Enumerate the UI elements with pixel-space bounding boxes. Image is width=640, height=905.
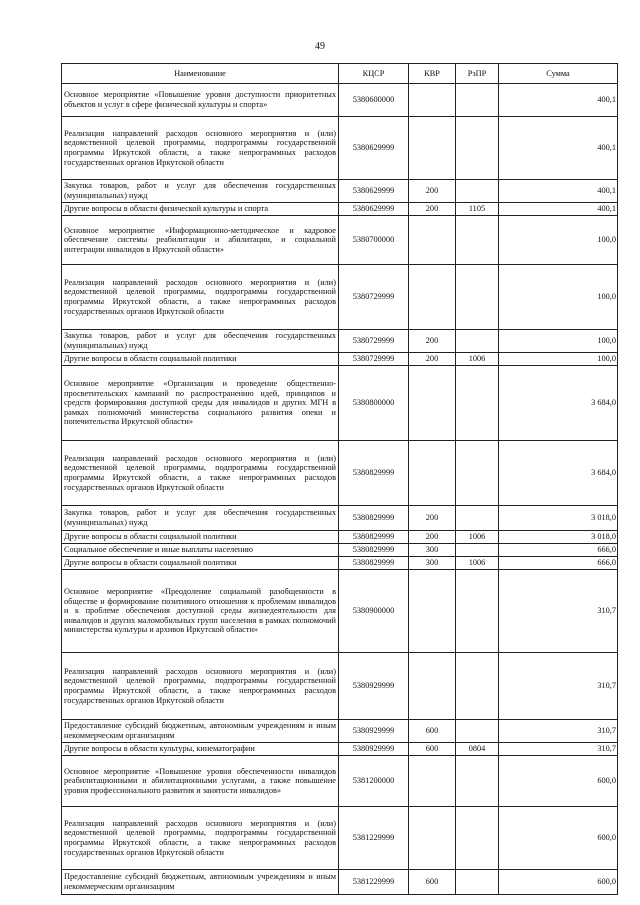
table-row — [62, 756, 618, 807]
cell-kvr: 200 — [409, 203, 456, 216]
cell-name: Другие вопросы в области социальной политики — [62, 531, 339, 544]
table-row — [62, 570, 618, 653]
cell-rzpr: 1105 — [456, 203, 499, 216]
table-row — [62, 743, 618, 756]
table-row — [62, 807, 618, 870]
cell-kcsr: 5381229999 — [339, 807, 409, 870]
cell-kcsr: 5380929999 — [339, 653, 409, 720]
cell-rzpr — [456, 870, 499, 895]
cell-kvr: 200 — [409, 531, 456, 544]
cell-rzpr — [456, 544, 499, 557]
cell-sum: 310,7 — [499, 653, 618, 720]
cell-rzpr — [456, 807, 499, 870]
cell-rzpr: 1006 — [456, 353, 499, 366]
cell-rzpr — [456, 216, 499, 265]
table-row — [62, 203, 618, 216]
table-row — [62, 557, 618, 570]
cell-kcsr: 5380929999 — [339, 743, 409, 756]
cell-kcsr: 5380800000 — [339, 366, 409, 441]
table-row — [62, 117, 618, 180]
cell-kcsr: 5380700000 — [339, 216, 409, 265]
cell-kvr: 200 — [409, 330, 456, 353]
cell-name: Реализация направлений расходов основного мероприятия и (или) ведомственной целевой программы, подпрограммы государственной программы Иркутской области, а также непрограммных расходов государственных органов Иркутской области — [62, 653, 339, 720]
cell-rzpr: 1006 — [456, 557, 499, 570]
cell-name: Социальное обеспечение и иные выплаты населению — [62, 544, 339, 557]
table-row — [62, 544, 618, 557]
cell-name: Реализация направлений расходов основного мероприятия и (или) ведомственной целевой программы, подпрограммы государственной программы Иркутской области, а также непрограммных расходов государственных органов Иркутской области — [62, 807, 339, 870]
budget-table — [61, 63, 618, 895]
page-number: 49 — [315, 41, 325, 52]
cell-name: Закупка товаров, работ и услуг для обеспечения государственных (муниципальных) нужд — [62, 180, 339, 203]
table-row — [62, 366, 618, 441]
cell-kvr: 600 — [409, 870, 456, 895]
cell-rzpr: 1006 — [456, 531, 499, 544]
table-row — [62, 216, 618, 265]
table-row — [62, 330, 618, 353]
cell-rzpr — [456, 756, 499, 807]
cell-name: Другие вопросы в области культуры, кинематографии — [62, 743, 339, 756]
cell-sum: 666,0 — [499, 544, 618, 557]
cell-rzpr: 0804 — [456, 743, 499, 756]
cell-sum: 666,0 — [499, 557, 618, 570]
cell-name: Основное мероприятие «Организация и проведение общественно-просветительских кампаний по распространению идей, принципов и средств формирования доступной среды для инвалидов и других МГН в рамках полномочий министерства социального развития опеки и попечительства Иркутской области» — [62, 366, 339, 441]
table-row — [62, 84, 618, 117]
table-row — [62, 180, 618, 203]
cell-kvr — [409, 84, 456, 117]
header-sum: Сумма — [499, 64, 618, 84]
header-kcsr: КЦСР — [339, 64, 409, 84]
cell-kcsr: 5381229999 — [339, 870, 409, 895]
cell-kvr: 300 — [409, 544, 456, 557]
cell-name: Реализация направлений расходов основного мероприятия и (или) ведомственной целевой программы, подпрограммы государственной программы Иркутской области, а также непрограммных расходов государственных органов Иркутской области — [62, 441, 339, 506]
cell-name: Закупка товаров, работ и услуг для обеспечения государственных (муниципальных) нужд — [62, 506, 339, 531]
cell-name: Реализация направлений расходов основного мероприятия и (или) ведомственной целевой программы, подпрограммы государственной программы Иркутской области, а также непрограммных расходов государственных органов Иркутской области — [62, 265, 339, 330]
cell-kcsr: 5380629999 — [339, 203, 409, 216]
cell-kvr: 200 — [409, 353, 456, 366]
header-kvr: КВР — [409, 64, 456, 84]
cell-kcsr: 5380829999 — [339, 557, 409, 570]
cell-name: Другие вопросы в области социальной политики — [62, 557, 339, 570]
cell-name: Основное мероприятие «Повышение уровня обеспеченности инвалидов реабилитационными и абилитационными услугами, а также повышение уровня профессионального развития и занятости инвалидов» — [62, 756, 339, 807]
cell-kvr: 200 — [409, 180, 456, 203]
cell-name: Основное мероприятие «Информационно-методическое и кадровое обеспечение системы реабилитации и абилитации, и социальной интеграции инвалидов в Иркутской области» — [62, 216, 339, 265]
cell-sum: 3 018,0 — [499, 506, 618, 531]
cell-sum: 310,7 — [499, 720, 618, 743]
cell-kcsr: 5380900000 — [339, 570, 409, 653]
header-rzpr: РзПР — [456, 64, 499, 84]
table-row — [62, 353, 618, 366]
cell-kvr — [409, 366, 456, 441]
cell-name: Другие вопросы в области социальной политики — [62, 353, 339, 366]
cell-kvr — [409, 570, 456, 653]
cell-name: Закупка товаров, работ и услуг для обеспечения государственных (муниципальных) нужд — [62, 330, 339, 353]
cell-kcsr: 5380829999 — [339, 544, 409, 557]
table-header-row — [62, 64, 618, 84]
cell-kvr: 600 — [409, 720, 456, 743]
cell-rzpr — [456, 441, 499, 506]
cell-sum: 600,0 — [499, 870, 618, 895]
cell-sum: 310,7 — [499, 570, 618, 653]
cell-sum: 400,1 — [499, 117, 618, 180]
cell-kcsr: 5381200000 — [339, 756, 409, 807]
table-row — [62, 506, 618, 531]
cell-sum: 310,7 — [499, 743, 618, 756]
cell-sum: 600,0 — [499, 756, 618, 807]
cell-rzpr — [456, 653, 499, 720]
table-row — [62, 870, 618, 895]
cell-kvr — [409, 807, 456, 870]
cell-sum: 400,1 — [499, 84, 618, 117]
cell-rzpr — [456, 720, 499, 743]
cell-sum: 100,0 — [499, 330, 618, 353]
cell-sum: 600,0 — [499, 807, 618, 870]
cell-kvr — [409, 216, 456, 265]
cell-kcsr: 5380600000 — [339, 84, 409, 117]
cell-kvr — [409, 441, 456, 506]
cell-kcsr: 5380829999 — [339, 441, 409, 506]
cell-rzpr — [456, 84, 499, 117]
cell-rzpr — [456, 330, 499, 353]
table-row — [62, 720, 618, 743]
table-body — [62, 84, 618, 895]
cell-sum: 100,0 — [499, 353, 618, 366]
table-row — [62, 531, 618, 544]
cell-rzpr — [456, 265, 499, 330]
cell-kcsr: 5380829999 — [339, 531, 409, 544]
cell-sum: 3 018,0 — [499, 531, 618, 544]
cell-name: Основное мероприятие «Повышение уровня доступности приоритетных объектов и услуг в сфере физической культуры и спорта» — [62, 84, 339, 117]
cell-kvr — [409, 756, 456, 807]
cell-name: Основное мероприятие «Преодоление социальной разобщенности в обществе и формирование позитивного отношения к проблемам инвалидов и к проблеме обеспечения доступной среды жизнедеятельности для инвалидов и других маломобильных групп населения в рамках полномочий министерства культуры и архивов Иркутской области» — [62, 570, 339, 653]
cell-kcsr: 5380729999 — [339, 330, 409, 353]
cell-kcsr: 5380829999 — [339, 506, 409, 531]
header-name: Наименование — [62, 64, 339, 84]
cell-kcsr: 5380629999 — [339, 180, 409, 203]
table-row — [62, 653, 618, 720]
cell-name: Предоставление субсидий бюджетным, автономным учреждениям и иным некоммерческим организациям — [62, 870, 339, 895]
cell-kcsr: 5380729999 — [339, 265, 409, 330]
cell-name: Реализация направлений расходов основного мероприятия и (или) ведомственной целевой программы, подпрограммы государственной программы Иркутской области, а также непрограммных расходов государственных органов Иркутской области — [62, 117, 339, 180]
cell-kcsr: 5380929999 — [339, 720, 409, 743]
cell-kvr: 600 — [409, 743, 456, 756]
cell-rzpr — [456, 570, 499, 653]
cell-sum: 400,1 — [499, 180, 618, 203]
cell-kcsr: 5380729999 — [339, 353, 409, 366]
cell-rzpr — [456, 180, 499, 203]
cell-sum: 100,0 — [499, 216, 618, 265]
cell-kvr — [409, 265, 456, 330]
table-row — [62, 265, 618, 330]
cell-rzpr — [456, 506, 499, 531]
cell-name: Предоставление субсидий бюджетным, автономным учреждениям и иным некоммерческим организациям — [62, 720, 339, 743]
table-row — [62, 441, 618, 506]
cell-kvr — [409, 117, 456, 180]
cell-kvr: 200 — [409, 506, 456, 531]
cell-rzpr — [456, 117, 499, 180]
cell-kcsr: 5380629999 — [339, 117, 409, 180]
cell-kvr — [409, 653, 456, 720]
cell-rzpr — [456, 366, 499, 441]
cell-sum: 3 684,0 — [499, 441, 618, 506]
cell-kvr: 300 — [409, 557, 456, 570]
cell-sum: 100,0 — [499, 265, 618, 330]
cell-name: Другие вопросы в области физической культуры и спорта — [62, 203, 339, 216]
cell-sum: 3 684,0 — [499, 366, 618, 441]
cell-sum: 400,1 — [499, 203, 618, 216]
